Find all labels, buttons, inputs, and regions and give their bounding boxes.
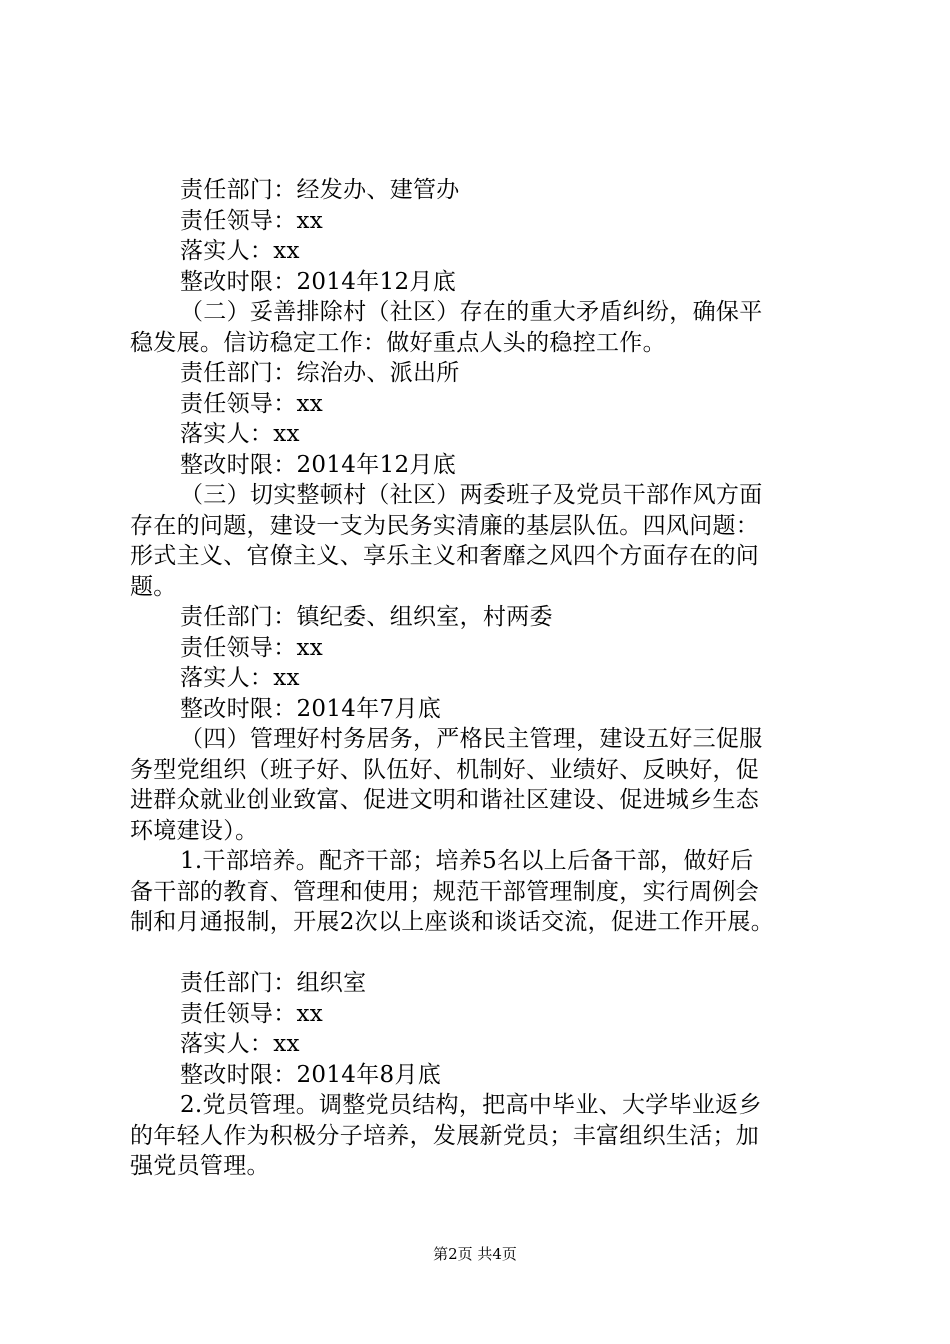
paragraph-line: 进群众就业创业致富、促进文明和谐社区建设、促进城乡生态 <box>130 787 760 813</box>
dept-line: 责任部门：综治办、派出所 <box>180 360 460 386</box>
paragraph-line: 环境建设）。 <box>130 817 259 844</box>
paragraph-line: （二）妥善排除村（社区）存在的重大矛盾纠纷，确保平 <box>180 299 763 325</box>
leader-line: 责任领导：xx <box>180 1000 324 1027</box>
page-footer: 第2页 共4页 <box>433 1245 517 1263</box>
document-body <box>130 175 850 1182</box>
paragraph-line: （四）管理好村务居务，严格民主管理，建设五好三促服 <box>180 726 763 752</box>
paragraph-line: 形式主义、官僚主义、享乐主义和奢靡之风四个方面存在的问 <box>130 543 760 569</box>
implementer-line: 落实人：xx <box>180 1031 300 1057</box>
implementer-line: 落实人：xx <box>180 665 300 691</box>
paragraph-line: 题。 <box>130 573 177 600</box>
paragraph-line: 稳发展。信访稳定工作：做好重点人头的稳控工作。 <box>130 329 666 356</box>
deadline-line: 整改时限：2014年12月底 <box>180 451 456 478</box>
paragraph-line: （三）切实整顿村（社区）两委班子及党员干部作风方面 <box>180 482 763 508</box>
leader-line: 责任领导：xx <box>180 634 324 661</box>
paragraph-line: 2.党员管理。调整党员结构，把高中毕业、大学毕业返乡 <box>180 1092 762 1118</box>
dept-line: 责任部门：经发办、建管办 <box>180 177 460 203</box>
leader-line: 责任领导：xx <box>180 390 324 417</box>
implementer-line: 落实人：xx <box>180 238 300 264</box>
deadline-line: 整改时限：2014年8月底 <box>180 1061 442 1088</box>
deadline-line: 整改时限：2014年12月底 <box>180 268 456 295</box>
deadline-line: 整改时限：2014年7月底 <box>180 695 442 722</box>
paragraph-line: 存在的问题，建设一支为民务实清廉的基层队伍。四风问题： <box>130 512 760 539</box>
paragraph-line: 的年轻人作为积极分子培养，发展新党员；丰富组织生活；加 <box>130 1122 760 1149</box>
paragraph-line: 备干部的教育、管理和使用；规范干部管理制度，实行周例会 <box>130 878 760 905</box>
blank-line <box>130 938 850 969</box>
paragraph-line: 务型党组织（班子好、队伍好、机制好、业绩好、反映好，促 <box>130 756 760 783</box>
paragraph-line: 1.干部培养。配齐干部；培养5名以上后备干部，做好后 <box>180 848 754 874</box>
paragraph-line: 制和月通报制，开展2次以上座谈和谈话交流，促进工作开展。 <box>130 909 775 935</box>
leader-line: 责任领导：xx <box>180 207 324 234</box>
dept-line: 责任部门：镇纪委、组织室，村两委 <box>180 604 553 630</box>
paragraph-line: 强党员管理。 <box>130 1153 270 1179</box>
implementer-line: 落实人：xx <box>180 421 300 447</box>
dept-line: 责任部门：组织室 <box>180 970 367 996</box>
